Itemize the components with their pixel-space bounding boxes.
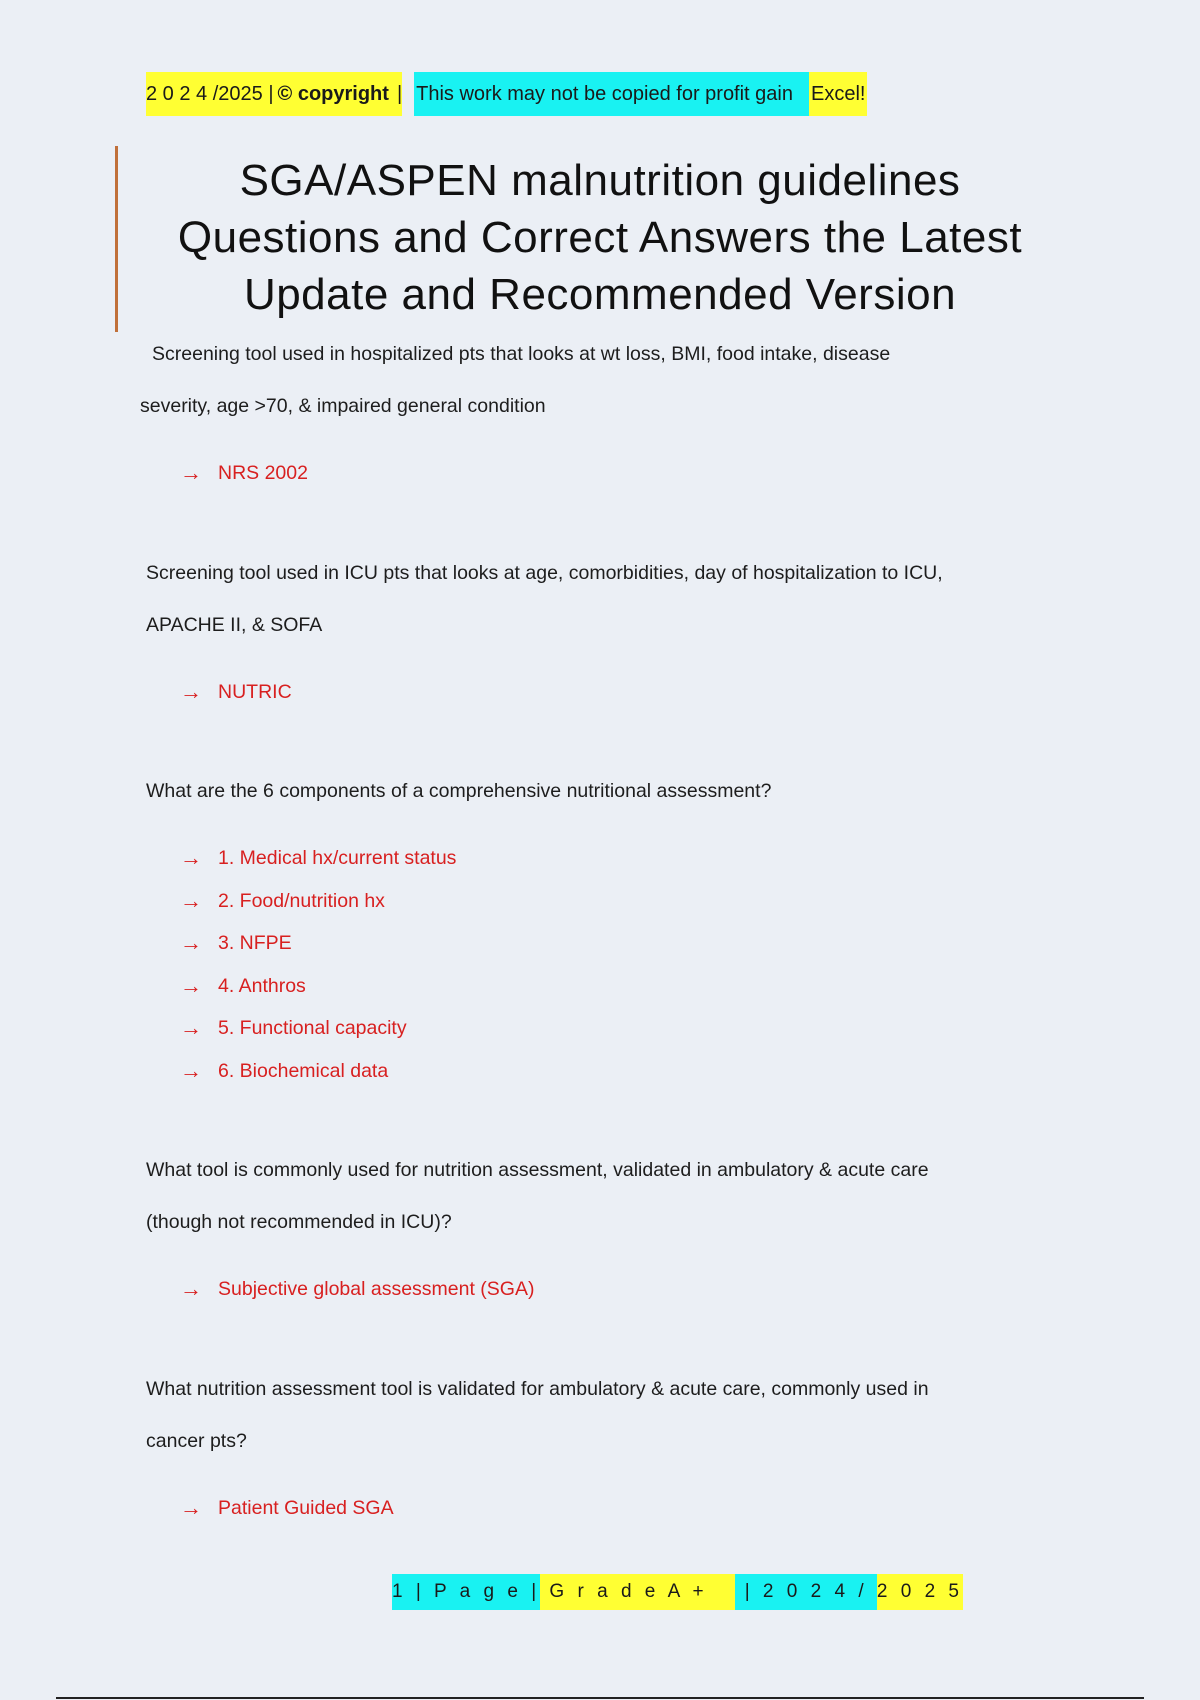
question — [146, 765, 1046, 817]
qa-block — [146, 765, 1046, 1092]
question — [146, 1363, 1046, 1467]
header-banner — [146, 72, 867, 116]
answer-text: 5. Functional capacity — [218, 1017, 407, 1039]
header-notice: This work may not be copied for profit gain — [414, 72, 809, 116]
question-line: Screening tool used in hospitalized pts that looks at wt loss, BMI, food intake, disease — [152, 343, 891, 365]
answer-item — [180, 880, 1046, 923]
title-line: Questions and Correct Answers the Latest — [177, 213, 1023, 262]
arrow-icon: → — [180, 930, 202, 955]
footer-year-start: | 2 0 2 4 / — [735, 1574, 876, 1610]
title-accent-rule — [115, 146, 118, 332]
answer-list — [146, 452, 1046, 495]
qa-block — [146, 1363, 1046, 1530]
answer-text: 6. Biochemical data — [218, 1059, 389, 1082]
question-line: What tool is commonly used for nutrition assessment, validated in ambulatory & acute care — [146, 1159, 929, 1181]
qa-content — [140, 328, 1046, 1529]
question-line: (though not recommended in ICU)? — [146, 1211, 452, 1233]
answer-item — [180, 1050, 1046, 1093]
page-footer — [392, 1574, 963, 1610]
question — [140, 328, 1046, 432]
question — [146, 547, 1046, 651]
answer-item — [180, 1007, 1046, 1050]
question-line: Screening tool used in ICU pts that looks at age, comorbidities, day of hospitalization to ICU, — [146, 561, 943, 584]
qa-block — [146, 547, 1046, 714]
answer-text: NRS 2002 — [218, 462, 308, 484]
footer-grade: G r a d e A + — [540, 1574, 735, 1610]
answer-text: Patient Guided SGA — [218, 1496, 394, 1519]
arrow-icon: → — [180, 460, 202, 485]
header-copyright — [146, 72, 402, 116]
answer-list — [146, 837, 1046, 1092]
arrow-icon: → — [180, 887, 202, 913]
answer-item — [180, 837, 1046, 880]
answer-text: NUTRIC — [218, 680, 292, 703]
question-line: What are the 6 components of a comprehensive nutritional assessment? — [146, 780, 772, 802]
answer-text: 1. Medical hx/current status — [218, 847, 457, 869]
document-title — [140, 152, 1060, 323]
answer-list — [146, 1268, 1046, 1311]
question-line: cancer pts? — [146, 1429, 247, 1452]
arrow-icon: → — [180, 678, 202, 704]
answer-text: 4. Anthros — [218, 974, 306, 997]
qa-block — [146, 1144, 1046, 1311]
answer-item — [180, 965, 1046, 1008]
header-year: 2 0 2 4 /2025 | — [146, 82, 274, 105]
qa-block — [140, 328, 1046, 495]
arrow-icon: → — [180, 972, 202, 998]
footer-year-end: 2 0 2 5 — [877, 1574, 963, 1610]
answer-list — [146, 671, 1046, 714]
question-line: APACHE II, & SOFA — [146, 613, 323, 636]
footer-page-number: 1 | P a g e | — [392, 1574, 540, 1610]
question-line: What nutrition assessment tool is validated for ambulatory & acute care, commonly used in — [146, 1377, 929, 1400]
arrow-icon: → — [180, 845, 202, 870]
page-bottom-rule — [56, 1697, 1144, 1699]
title-line: Update and Recommended Version — [243, 270, 957, 319]
answer-text: Subjective global assessment (SGA) — [218, 1278, 535, 1300]
copyright-label: © copyright — [277, 82, 389, 105]
answer-list — [146, 1487, 1046, 1530]
answer-text: 2. Food/nutrition hx — [218, 889, 385, 912]
answer-item — [180, 922, 1046, 965]
header-excel: Excel! — [809, 72, 867, 116]
answer-item — [180, 671, 1046, 714]
answer-item — [180, 452, 1046, 495]
question — [146, 1144, 1046, 1248]
answer-text: 3. NFPE — [218, 932, 292, 954]
arrow-icon: → — [180, 1276, 202, 1301]
question-line: severity, age >70, & impaired general condition — [140, 395, 546, 417]
answer-item — [180, 1487, 1046, 1530]
header-separator: | — [396, 82, 403, 105]
title-line: SGA/ASPEN malnutrition guidelines — [239, 156, 961, 205]
answer-item — [180, 1268, 1046, 1311]
arrow-icon: → — [180, 1057, 202, 1083]
arrow-icon: → — [180, 1494, 202, 1520]
arrow-icon: → — [180, 1015, 202, 1040]
